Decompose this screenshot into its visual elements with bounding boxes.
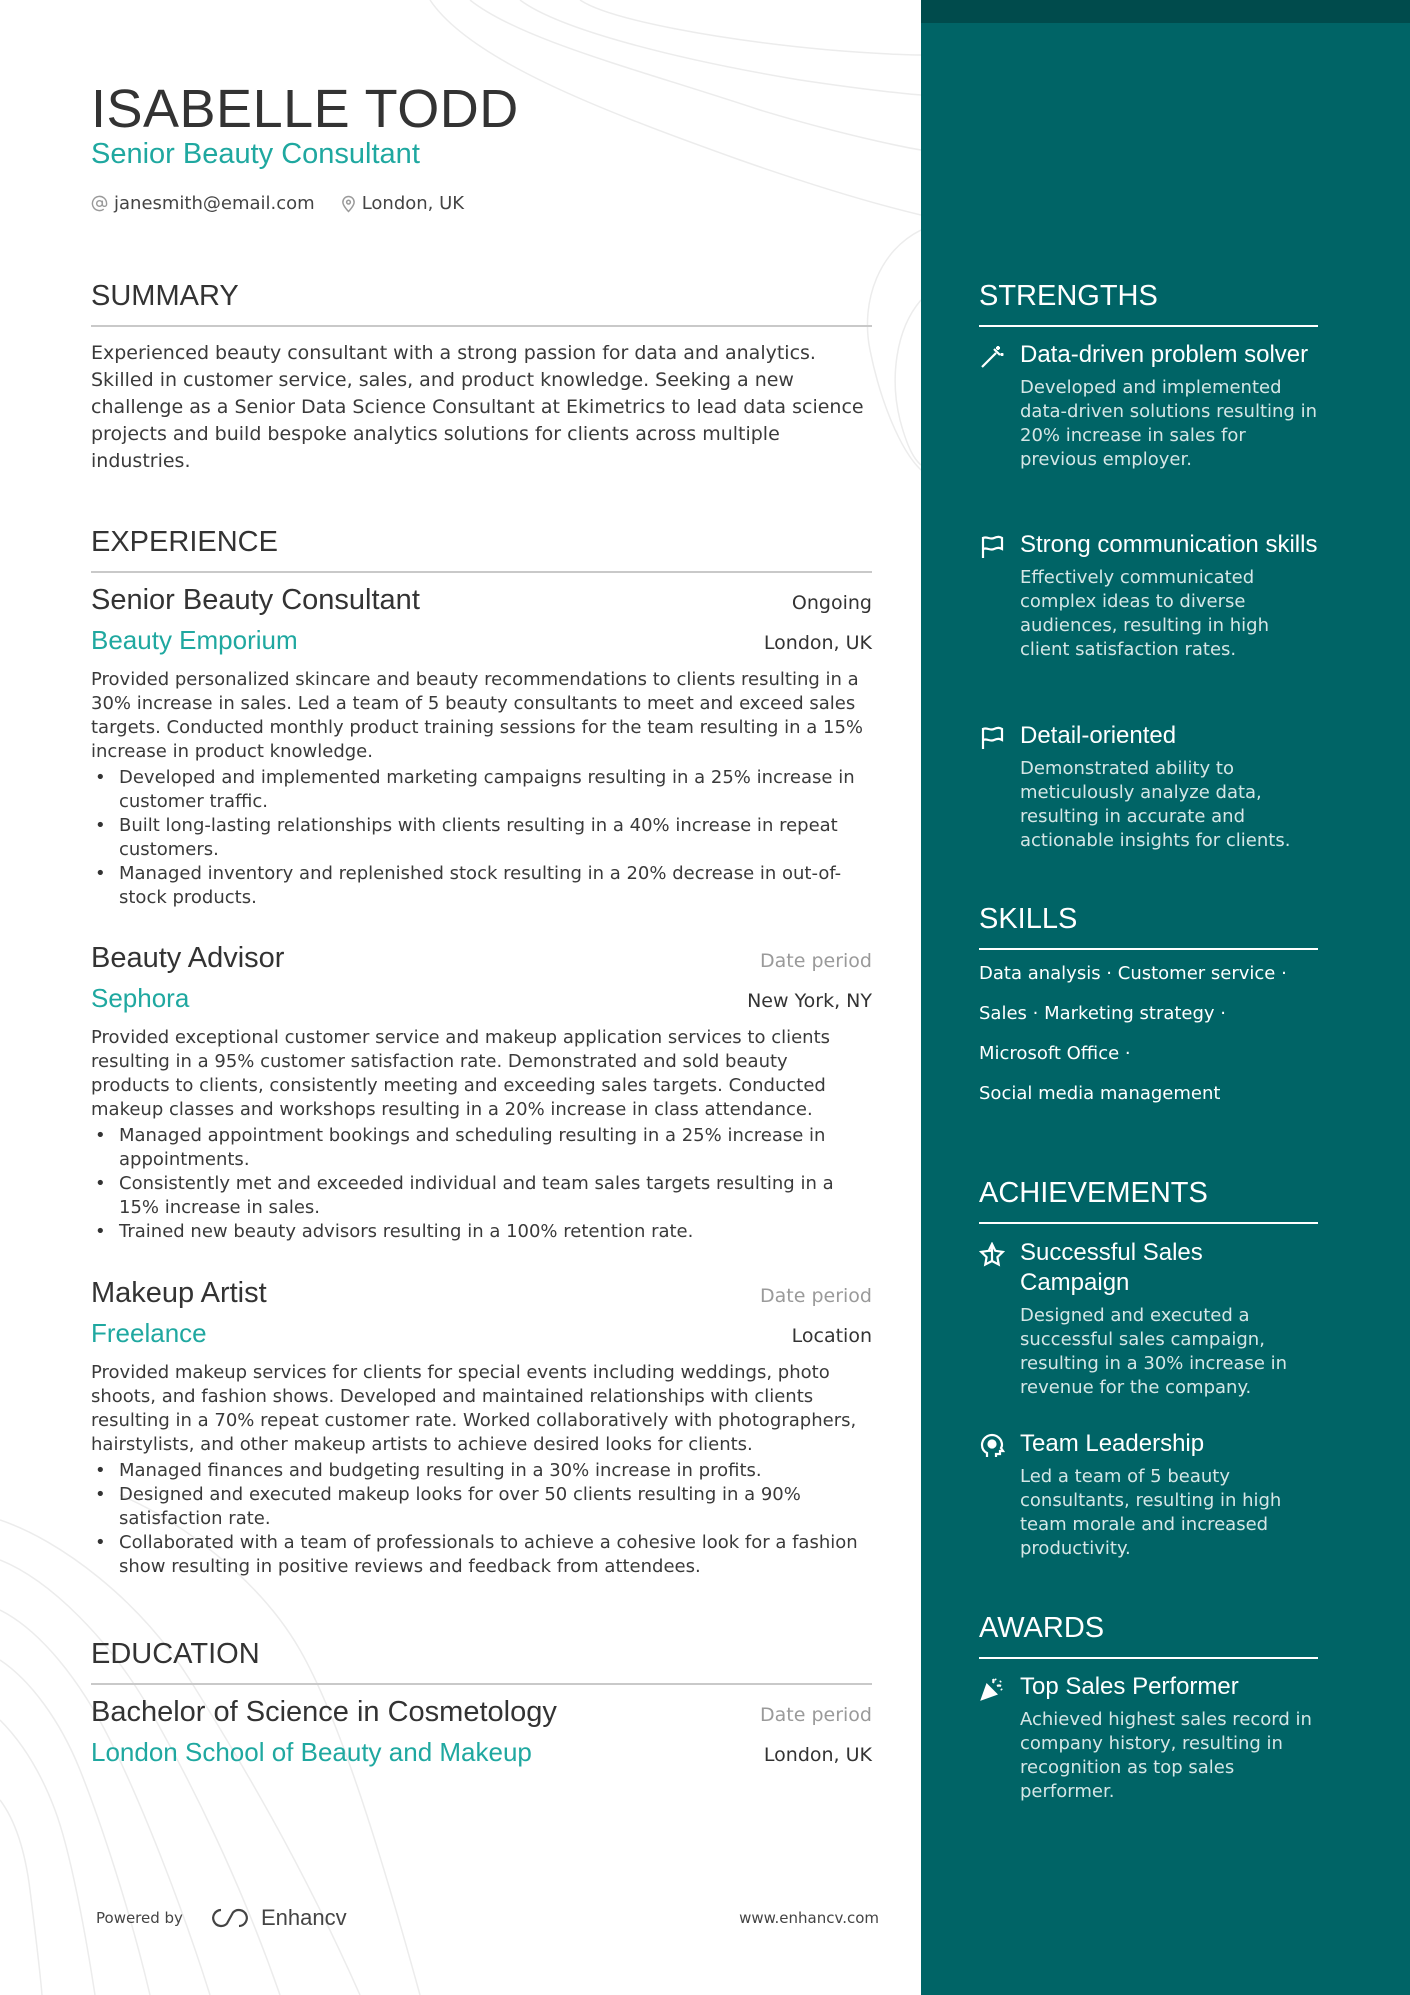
strengths-section-title: STRENGTHS: [979, 280, 1318, 327]
summary-section-title: SUMMARY: [91, 280, 872, 327]
strength-item: [979, 721, 1318, 853]
job-bullet: • Managed inventory and replenished stock resulting in a 20% decrease in out-of-stock products.: [91, 862, 872, 910]
skills-line: Data analysis · Customer service ·: [979, 963, 1287, 984]
job-bullet: • Built long-lasting relationships with clients resulting in a 40% increase in repeat customers.: [91, 814, 872, 862]
award-title: Top Sales Performer: [1020, 1673, 1239, 1700]
job-title: Beauty Advisor: [91, 942, 285, 974]
job-location: New York, NY: [747, 990, 872, 1012]
location-contact: [341, 193, 464, 214]
at-sign-icon: [91, 195, 108, 212]
education-location: London, UK: [763, 1744, 872, 1766]
education-date: Date period: [760, 1704, 872, 1726]
achievement-item: [979, 1238, 1318, 1400]
achievement-text: Designed and executed a successful sales campaign, resulting in a 30% increase in revenue for the company.: [1020, 1305, 1288, 1398]
job-date: Date period: [760, 950, 872, 972]
job-bullet: • Designed and executed makeup looks for over 50 clients resulting in a 90% satisfaction rate.: [91, 1483, 872, 1531]
company-name: Freelance: [91, 1318, 207, 1348]
strength-item: [979, 340, 1318, 472]
school-name: London School of Beauty and Makeup: [91, 1737, 532, 1767]
skills-line: Sales · Marketing strategy ·: [979, 1003, 1227, 1024]
candidate-name: ISABELLE TODD: [91, 79, 519, 139]
job-description: Provided personalized skincare and beauty recommendations to clients resulting in a 30% increase in sales. Led a team of 5 beauty consultants to meet and exceed sales targets. Conducted monthly product training sessions for the team resulting in a 15% increase in product knowledge.: [91, 669, 864, 762]
star-icon: [979, 1242, 1005, 1268]
enhancv-logo[interactable]: [207, 1905, 347, 1931]
skills-line: Microsoft Office ·: [979, 1043, 1131, 1064]
email-contact[interactable]: [91, 193, 315, 214]
strength-text: Effectively communicated complex ideas to diverse audiences, resulting in high client satisfaction rates.: [1020, 567, 1269, 660]
experience-entry: [91, 584, 872, 910]
strength-text: Developed and implemented data-driven solutions resulting in 20% increase in sales for previous employer.: [1020, 377, 1317, 470]
skills-line: Social media management: [979, 1083, 1221, 1104]
company-name: Beauty Emporium: [91, 625, 298, 655]
infinity-logo-icon: [207, 1906, 253, 1930]
experience-section-title: EXPERIENCE: [91, 526, 872, 573]
skills-list: [979, 962, 1318, 1122]
brand-name: Enhancv: [260, 1905, 347, 1930]
strength-item: [979, 530, 1318, 662]
job-location: Location: [791, 1325, 872, 1347]
job-description: Provided exceptional customer service and makeup application services to clients resulting in a 95% customer satisfaction rate. Demonstrated and sold beauty products to clients, consistently meeting and exceeding sales targets. Conducted makeup classes and workshops resulting in a 20% increase in class attendance.: [91, 1027, 831, 1120]
sidebar: [921, 0, 1410, 1995]
flag-icon: [979, 725, 1005, 751]
award-text: Achieved highest sales record in company history, resulting in recognition as top sales performer.: [1020, 1709, 1312, 1802]
job-bullet: • Developed and implemented marketing campaigns resulting in a 25% increase in customer traffic.: [91, 766, 872, 814]
education-entry: [91, 1696, 872, 1768]
job-bullet: • Trained new beauty advisors resulting in a 100% retention rate.: [91, 1220, 872, 1244]
strength-title: Detail-oriented: [1020, 722, 1177, 749]
strength-title: Strong communication skills: [1020, 531, 1318, 558]
achievement-text: Led a team of 5 beauty consultants, resulting in high team morale and increased productivity.: [1020, 1466, 1282, 1559]
map-pin-icon: [341, 195, 356, 213]
strength-text: Demonstrated ability to meticulously analyze data, resulting in accurate and actionable insights for clients.: [1020, 758, 1291, 851]
job-title: Makeup Artist: [91, 1277, 267, 1309]
flag-icon: [979, 534, 1005, 560]
job-bullet: • Managed finances and budgeting resulting in a 30% increase in profits.: [91, 1459, 872, 1483]
location-text: London, UK: [361, 193, 465, 214]
job-bullet: • Consistently met and exceeded individual and team sales targets resulting in a 15% increase in sales.: [91, 1172, 872, 1220]
magic-wand-icon: [979, 344, 1005, 370]
job-bullet: • Collaborated with a team of professionals to achieve a cohesive look for a fashion show resulting in positive reviews and feedback from attendees.: [91, 1531, 872, 1579]
company-name: Sephora: [91, 983, 190, 1013]
achievement-title: Team Leadership: [1020, 1430, 1205, 1457]
strength-title: Data-driven problem solver: [1020, 341, 1309, 368]
website-link[interactable]: www.enhancv.com: [739, 1909, 879, 1927]
candidate-headline: Senior Beauty Consultant: [91, 138, 420, 170]
degree-title: Bachelor of Science in Cosmetology: [91, 1696, 557, 1728]
summary-text: Experienced beauty consultant with a strong passion for data and analytics. Skilled in customer service, sales, and product knowledge. Seeking a new challenge as a Senior Data Science Consultant at Ekimetrics to lead data science projects and build bespoke analytics solutions for clients across multiple industries.: [91, 342, 864, 472]
award-item: [979, 1672, 1318, 1804]
job-location: London, UK: [763, 632, 872, 654]
job-date: Ongoing: [791, 592, 872, 614]
powered-by-text: Powered by: [96, 1909, 183, 1927]
footer: [96, 1900, 879, 1936]
achievement-item: [979, 1429, 1318, 1561]
awards-section-title: AWARDS: [979, 1612, 1318, 1659]
party-popper-icon: [979, 1676, 1005, 1702]
contact-info: [91, 193, 490, 214]
job-title: Senior Beauty Consultant: [91, 584, 420, 616]
education-section-title: EDUCATION: [91, 1638, 872, 1685]
skills-section-title: SKILLS: [979, 903, 1318, 950]
job-bullets: [91, 766, 872, 910]
job-bullets: [91, 1124, 872, 1244]
achievements-section-title: ACHIEVEMENTS: [979, 1177, 1318, 1224]
job-description: Provided makeup services for clients for special events including weddings, photo shoots, and fashion shows. Developed and maintained relationships with clients resulting in a 70% repeat customer rate. Worked collaboratively with photographers, hairstylists, and other makeup artists to achieve desired looks for clients.: [91, 1362, 857, 1455]
experience-entry: [91, 1277, 872, 1579]
experience-entry: [91, 942, 872, 1244]
job-bullets: [91, 1459, 872, 1579]
achievement-title: Successful Sales Campaign: [1020, 1239, 1203, 1296]
email-text: janesmith@email.com: [114, 193, 315, 214]
job-date: Date period: [760, 1285, 872, 1307]
head-icon: [979, 1433, 1005, 1459]
sidebar-content: [979, 0, 1318, 1995]
job-bullet: • Managed appointment bookings and scheduling resulting in a 25% increase in appointments.: [91, 1124, 872, 1172]
